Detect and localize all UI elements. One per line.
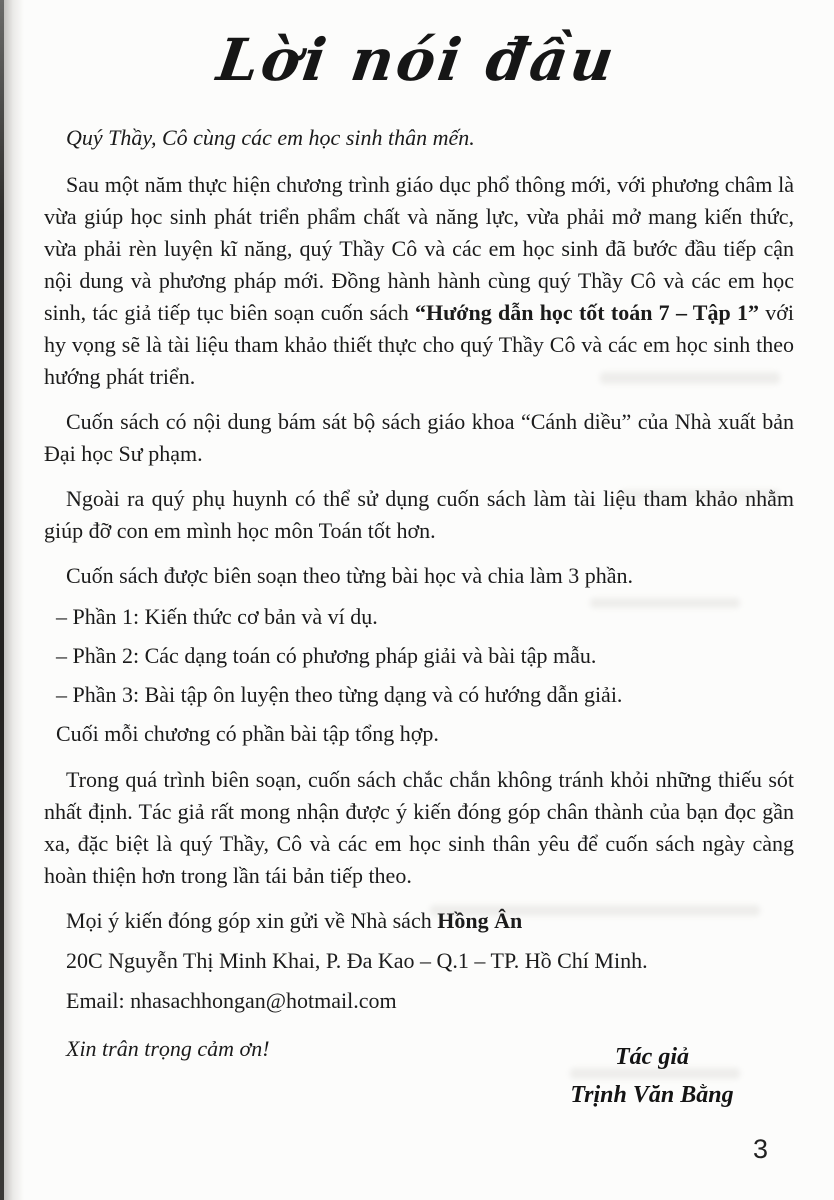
- paragraph-intro-text: Sau một năm thực hiện chương trình giáo dục phổ thông mới, với phương châm là vừa giúp học sinh phát triển phẩm chất và năng lực, vừa phải mở mang kiến thức, vừa phải rèn luyện kĩ năng, quý Thầy Cô và các em học sinh đã bước đầu tiếp cận nội dung và phương pháp mới. Đồng hành hành cùng quý Thầy Cô và các em học sinh, tác giả tiếp tục biên soạn cuốn sách: [44, 172, 794, 325]
- contact-intro-line: [44, 905, 794, 937]
- paragraph-intro: [44, 169, 794, 393]
- page-number: 3: [752, 1134, 768, 1164]
- book-spine-shadow: [4, 0, 24, 1200]
- paragraph-structure: Cuốn sách được biên soạn theo từng bài học và chia làm 3 phần.: [66, 563, 634, 588]
- paragraph-parents: Ngoài ra quý phụ huynh có thể sử dụng cuốn sách làm tài liệu tham khảo nhằm giúp đỡ con em mình học môn Toán tốt hơn.: [44, 486, 794, 543]
- preface-body: [44, 122, 794, 1065]
- page-title: Lời nói đầu: [213, 26, 621, 94]
- paragraph-feedback: Trong quá trình biên soạn, cuốn sách chắc chắn không tránh khỏi những thiếu sót nhất định. Tác giả rất mong nhận được ý kiến đóng góp chân thành của bạn đọc gần xa, đặc biệt là quý Thầy, Cô và các em học sinh thân yêu để cuốn sách ngày càng hoàn thiện hơn trong lần tái bản tiếp theo.: [44, 767, 794, 888]
- list-item-part2: – Phần 2: Các dạng toán có phương pháp giải và bài tập mẫu.: [56, 643, 597, 668]
- contact-address-line: 20C Nguyễn Thị Minh Khai, P. Đa Kao – Q.1 – TP. Hồ Chí Minh.: [66, 948, 648, 973]
- closing-thanks: Xin trân trọng cảm ơn!: [66, 1036, 270, 1061]
- signature-name: Trịnh Văn Bằng: [570, 1082, 734, 1108]
- list-item-part3: – Phần 3: Bài tập ôn luyện theo từng dạng và có hướng dẫn giải.: [56, 682, 623, 707]
- contact-email-line: Email: nhasachhongan@hotmail.com: [66, 988, 397, 1013]
- signature-block: [522, 1038, 782, 1114]
- book-title-reference: “Hướng dẫn học tốt toán 7 – Tập 1”: [414, 300, 759, 325]
- list-item-part1: – Phần 1: Kiến thức cơ bản và ví dụ.: [56, 604, 378, 629]
- paragraph-canh-dieu: Cuốn sách có nội dung bám sát bộ sách giáo khoa “Cánh diều” của Nhà xuất bản Đại học Sư phạm.: [44, 409, 794, 466]
- list-footer: Cuối mỗi chương có phần bài tập tổng hợp.: [56, 721, 439, 746]
- bookstore-name: Hồng Ân: [437, 908, 523, 933]
- signature-role: Tác giả: [615, 1044, 689, 1070]
- paragraph-intro-text-end: với hy vọng sẽ là tài liệu tham khảo thiết thực cho quý Thầy Cô và các em học sinh theo hướng phát triển.: [44, 300, 794, 389]
- greeting-line: Quý Thầy, Cô cùng các em học sinh thân mến.: [66, 125, 475, 150]
- contact-intro-text: Mọi ý kiến đóng góp xin gửi về Nhà sách: [66, 908, 438, 933]
